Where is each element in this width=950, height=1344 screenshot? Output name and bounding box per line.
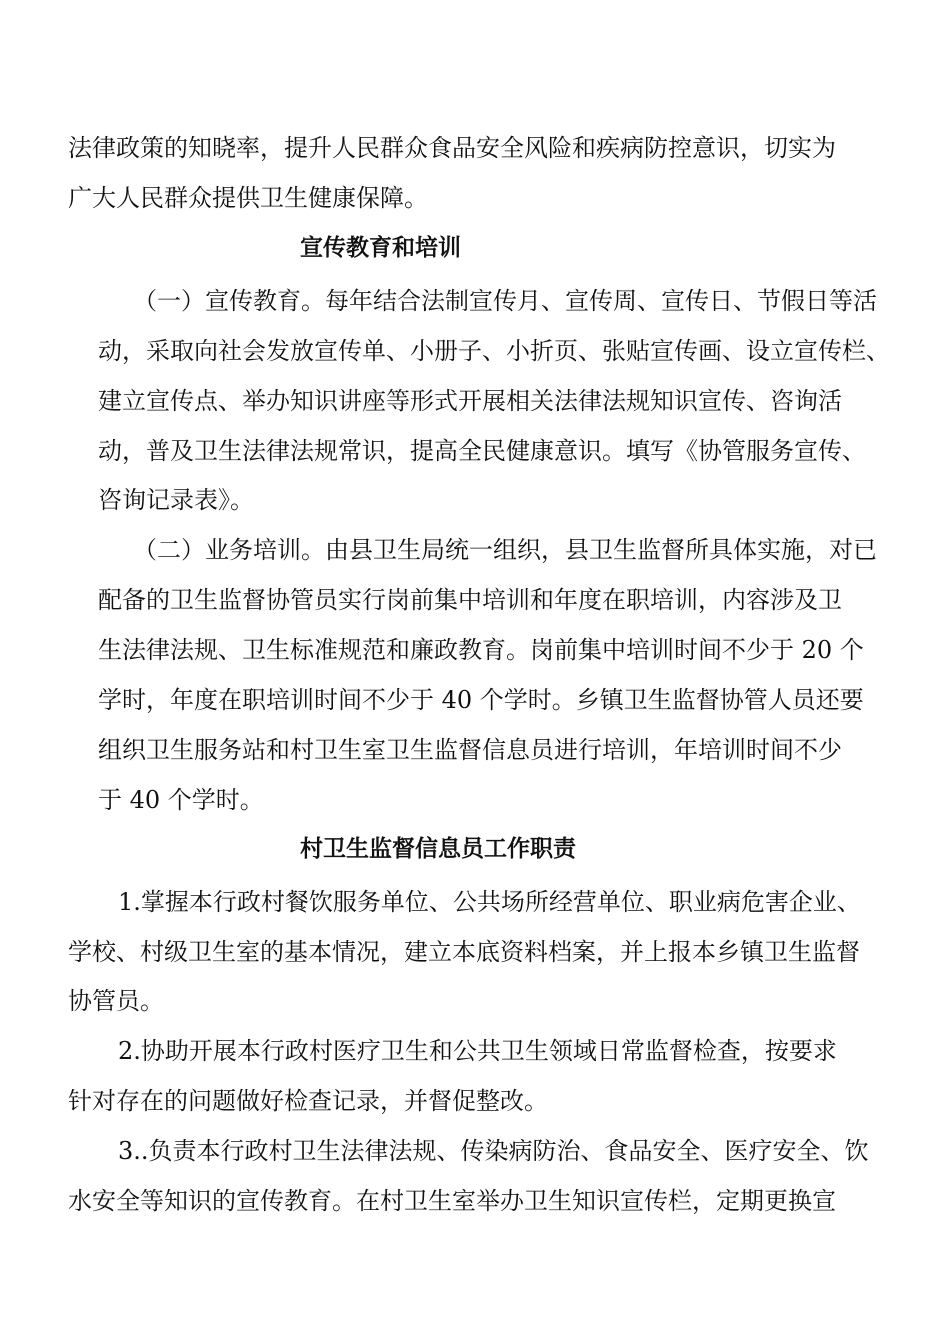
paragraph-line: 学时，年度在职培训时间不少于 40 个学时。乡镇卫生监督协管人员还要 <box>98 686 864 714</box>
paragraph-line: 生法律法规、卫生标准规范和廉政教育。岗前集中培训时间不少于 20 个 <box>98 636 864 664</box>
paragraph-line: 于 40 个学时。 <box>98 786 264 814</box>
paragraph-line: （一）宣传教育。每年结合法制宣传月、宣传周、宣传日、节假日等活 <box>133 287 877 315</box>
paragraph-line: 配备的卫生监督协管员实行岗前集中培训和年度在职培训，内容涉及卫 <box>98 586 842 614</box>
paragraph-line: 广大人民群众提供卫生健康保障。 <box>68 184 428 212</box>
paragraph-line: 1.掌握本行政村餐饮服务单位、公共场所经营单位、职业病危害企业、 <box>118 888 861 916</box>
paragraph-line: 2.协助开展本行政村医疗卫生和公共卫生领域日常监督检查，按要求 <box>118 1037 837 1065</box>
section-heading-village-informant-duties: 村卫生监督信息员工作职责 <box>300 836 576 862</box>
paragraph-line: 法律政策的知晓率，提升人民群众食品安全风险和疾病防控意识，切实为 <box>68 134 836 162</box>
paragraph-line: 组织卫生服务站和村卫生室卫生监督信息员进行培训，年培训时间不少 <box>98 736 842 764</box>
paragraph-line: 针对存在的问题做好检查记录，并督促整改。 <box>68 1087 548 1115</box>
paragraph-line: （二）业务培训。由县卫生局统一组织，县卫生监督所具体实施，对已 <box>133 536 877 564</box>
paragraph-line: 水安全等知识的宣传教育。在村卫生室举办卫生知识宣传栏，定期更换宣 <box>68 1187 836 1215</box>
paragraph-line: 动，普及卫生法律法规常识，提高全民健康意识。填写《协管服务宣传、 <box>98 437 866 465</box>
section-heading-publicity-training: 宣传教育和培训 <box>300 235 461 261</box>
paragraph-line: 动，采取向社会发放宣传单、小册子、小折页、张贴宣传画、设立宣传栏、 <box>98 337 890 365</box>
paragraph-line: 咨询记录表》。 <box>98 486 254 514</box>
paragraph-line: 学校、村级卫生室的基本情况，建立本底资料档案，并上报本乡镇卫生监督 <box>68 938 860 966</box>
paragraph-line: 协管员。 <box>68 987 164 1015</box>
paragraph-line: 建立宣传点、举办知识讲座等形式开展相关法律法规知识宣传、咨询活 <box>98 387 842 415</box>
paragraph-line: 3..负责本行政村卫生法律法规、传染病防治、食品安全、医疗安全、饮 <box>118 1137 869 1165</box>
